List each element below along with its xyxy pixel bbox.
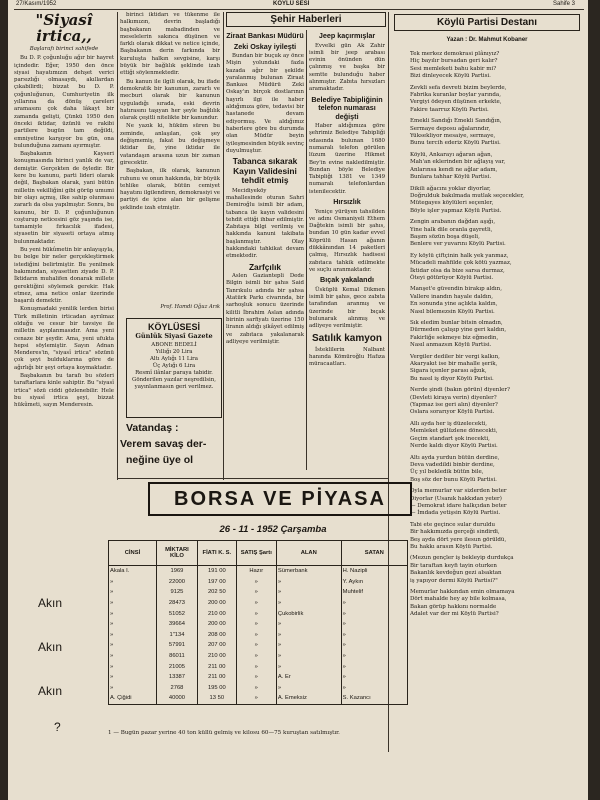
poem-line: Bir hakkımızda gerçeği sindirdi, xyxy=(410,529,500,536)
paragraph: birinci iktidarı ve tükenme ile halkımızın, devrin başladığı başbakanın mabadinden ve meselelerin sakınca düşünen ve farklı olarak dikkat ve netice içinde, Başbakanın derin farkında bir kuruluşta halkın sevgisine, karşı büyük bir bağlılık şeklinde izah ettiği söylenmektedir. xyxy=(120,12,220,77)
poem-line: Zengin arabanın dağdan aşığı, xyxy=(410,219,496,226)
table-cell: Muhtelif xyxy=(341,587,407,598)
poem-line: Bunu tercih ederiz Köylü Partisi. xyxy=(410,140,501,147)
table-cell: » xyxy=(341,683,407,694)
poem-line: Ey köylü çiftçinin halk yek yanmaz, xyxy=(410,252,509,259)
rate-line: Altı Aylığı 11 Lira xyxy=(150,356,198,362)
poem-line: Nasıl bilemezsin Köylü Partisi. xyxy=(410,308,495,315)
article-text: Yeniçe yürüyen tahsilden ve adını Osmaniyeli Ethem Dağtekin isimli bir şahıs, bundan 10 gün kadar evvel Köprülü Hasan ağanın dükkânından 14 paketleri çalmış, Hırsızlık hadisesi zabıtaca tahkik edilmekte ve suçlu aranmaktadır. xyxy=(309,208,385,273)
poem-line: Tabi ete geçince sular duruldu xyxy=(410,521,496,528)
table-cell: » xyxy=(341,608,407,619)
poem-line: Yine halk dile oranla gayretli, xyxy=(410,226,493,233)
table-cell: » xyxy=(236,672,276,683)
table-header-row xyxy=(109,541,408,566)
table-cell: 200 00 xyxy=(198,598,237,609)
table-cell: 1"134 xyxy=(156,630,197,641)
poem-stanza xyxy=(410,488,580,518)
table-cell: 202 50 xyxy=(198,587,237,598)
paragraph: Başbakanın bu tarafı bu sözleri taraftarlara kinle sahiptir. Bu "siyasî irtica" sözü ciddi gözlenebilir. Hele bu siyasî irtica şeyi, bizzat hükûmeti, sayın Menderesin. xyxy=(14,373,114,409)
article-text: Mecidiyeköy mahallesinde oturan Sahri Demiroğlu isimli bir adam, tabanca ile kayın validesini tehdit ettiği ihbar edilmiştir. Zabıtaya bilgi verilmiş ve hakkında kanuni takibata başlanmıştır. Olay hakkındaki tahkikat devam etmektedir. xyxy=(226,187,304,260)
poem-line: Mah'an eklerinden bir ağlayış var, xyxy=(410,159,506,166)
table-cell: Akala I. xyxy=(109,566,157,577)
poem-stanza xyxy=(410,522,580,552)
poem-stanza xyxy=(410,421,580,451)
signature: Prof. Hamdi Oğuz Arık xyxy=(160,304,220,310)
table-cell: » xyxy=(341,651,407,662)
poem-line: Başım sözün boşa düşeli, xyxy=(410,233,480,240)
poem-line: Memurlar hakkından emin olmamaya xyxy=(410,589,515,595)
poem-title: Köylü Partisi Destanı xyxy=(394,14,580,31)
poem-line: Sermaye deposu ağalarındır, xyxy=(410,125,491,132)
paragraph: Ne yazık ki, hüküm süren bu zeminde, anlaşılan, çok şey değişmemiş, fakat bu değişmeye iktidar ile, yine iktidar ile vatandaşın arasına uzun bir zaman girecektir. xyxy=(120,123,220,166)
poem-stanza xyxy=(410,253,580,283)
table-cell: 57991 xyxy=(156,640,197,651)
table-cell: » xyxy=(276,683,341,694)
table-cell: 210 00 xyxy=(198,608,237,619)
table-cell: » xyxy=(109,577,157,588)
table-row xyxy=(109,661,408,672)
table-row xyxy=(109,640,408,651)
rate-line: Üç Aylığı 6 Lira xyxy=(152,363,196,369)
table-cell: » xyxy=(276,577,341,588)
table-cell: Hazır xyxy=(236,566,276,577)
poem-stanza xyxy=(410,219,580,249)
table-cell: Y. Aykın xyxy=(341,577,407,588)
table-cell: » xyxy=(109,661,157,672)
poem-line: Bizi dinleyecek Köylü Partisi. xyxy=(410,73,491,80)
column-rule xyxy=(223,12,224,480)
table-cell: » xyxy=(341,619,407,630)
poem-line: Nerde şindi (bakın görün) diyenler? xyxy=(410,387,510,394)
poem-line: Dürmeden çalışıp yine geri kaldın, xyxy=(410,327,507,334)
akin-question: ? xyxy=(54,720,61,734)
table-cell: » xyxy=(236,608,276,619)
borsa-table xyxy=(108,540,408,705)
column-header: MİKTARI KİLO xyxy=(156,541,197,566)
table-cell: A. Er xyxy=(276,672,341,683)
table-cell: H. Nazipli xyxy=(341,566,407,577)
table-cell: » xyxy=(276,587,341,598)
section-title-sehir-haberleri: Şehir Haberleri xyxy=(226,12,386,27)
city-news-right xyxy=(309,30,385,470)
poem-stanza xyxy=(410,85,580,115)
table-row xyxy=(109,608,408,619)
poem-line: Mücadeli mahfilde çok kötü yazmaz, xyxy=(410,260,512,267)
akin-word: Akın xyxy=(38,640,63,654)
article-text: İsteklilerin Nalbant hanında Kömüroğlu Hafıza müracaatları. xyxy=(309,346,385,368)
poem-line: Emekli Sandığı Emekli Sandığın, xyxy=(410,118,502,125)
poem-line: (Mezun gençler iş bekleyip durdukça xyxy=(410,555,514,562)
poem-line: Oslara sorarıyor Köylü Partisi. xyxy=(410,409,495,416)
vatandas-line-2: Verem savaş der- xyxy=(120,438,207,450)
table-cell: » xyxy=(236,598,276,609)
poem-line: Dört mahalde hey ay bile kolmasa, xyxy=(410,596,507,603)
poem-line: İktidar olsa da bize sarsa durmaz, xyxy=(410,267,505,274)
table-cell: » xyxy=(236,619,276,630)
poem-stanza xyxy=(410,455,580,485)
table-cell: » xyxy=(276,661,341,672)
poem-line: Fabrika kuranlar boylar yarında, xyxy=(410,92,501,99)
poem-stanza xyxy=(410,320,580,350)
table-row xyxy=(109,630,408,641)
poem-line: Bakanlık kevdeğun gezi alsaktan xyxy=(410,570,502,577)
poem-author: Yazan : Dr. Mahmut Kobaner xyxy=(446,37,528,43)
poem-line: Sık eledim bunlar bitsin olmadın, xyxy=(410,320,503,326)
poem-column xyxy=(394,14,580,754)
poem-line: Yüksekliyor mesaiye, sermaye, xyxy=(410,133,496,140)
table-cell: A. Çiğidi xyxy=(109,693,157,704)
paragraph: Başbakan, ilk olarak, kanunun ruhunu ve onun hakkında, bir büyük tehlike olarak, bütün cemiyet hayatını ilgilendiren, demokrasiyi ve partiyi de içine alan bir gelişme şeklinde izah etmiştir. xyxy=(120,168,220,211)
table-cell: 200 00 xyxy=(198,619,237,630)
table-row xyxy=(109,577,408,588)
table-row xyxy=(109,566,408,577)
table-cell: » xyxy=(109,630,157,641)
article-text: Evvelki gün Ak Zahir isimli bir jeep arabası evinin önünden dün çalınmış ve başka bir semtte bulunduğu haber alınmıştır. Zabıta hırsızları aramaktadır. xyxy=(309,42,385,93)
issue-date: 27/Kasım/1952 xyxy=(16,1,57,7)
poem-line: Deva vadedildi binbir derdine, xyxy=(410,461,495,468)
poem-line: Benlere ver yuvarını Köylü Partisi. xyxy=(410,241,506,248)
table-cell: » xyxy=(276,630,341,641)
table-cell: S. Kazancı xyxy=(341,693,407,704)
borsa-table-body xyxy=(109,566,408,705)
table-cell: » xyxy=(341,598,407,609)
poem-line: Fakire taarruz Köylü Partisi. xyxy=(410,106,489,113)
paper-name: KÖYLÜ SESİ xyxy=(273,1,310,7)
poem-line: En sonunda yine açlıkta kaldın, xyxy=(410,301,498,308)
column-header: CİNSİ xyxy=(109,541,157,566)
akin-word: Akın xyxy=(38,596,63,610)
table-cell: » xyxy=(236,630,276,641)
table-row xyxy=(109,587,408,598)
article-title: Tabanca sıkarak Kayın Validesini tehdit etmiş xyxy=(232,156,298,186)
poem-line: Mütegayes köylüleri seçenler, xyxy=(410,200,494,207)
rate-line: Gönderilen yazılar neşredilsin, yayınlanmasın geri verilmez. xyxy=(132,377,216,390)
table-cell: 211 00 xyxy=(198,672,237,683)
article-title: Hırsızlık xyxy=(333,197,361,207)
table-cell: 22000 xyxy=(156,577,197,588)
poem-line: Dikili ağacını yoklar diyorlar, xyxy=(410,185,491,192)
table-cell: Sümerbank xyxy=(276,566,341,577)
vatandas-line-1: Vatandaş : xyxy=(126,422,179,434)
table-cell: » xyxy=(109,587,157,598)
poem-line: Vergiler dediler bir vergi kalkın, xyxy=(410,353,500,360)
poem-stanza xyxy=(410,589,580,619)
poem-line: (Devleti kiraya verin) diyenler? xyxy=(410,394,497,401)
table-cell: 86011 xyxy=(156,651,197,662)
table-cell: » xyxy=(236,661,276,672)
table-cell: 210 00 xyxy=(198,651,237,662)
borsa-date: 26 - 11 - 1952 Çarşamba xyxy=(219,524,327,535)
table-cell: 51052 xyxy=(156,608,197,619)
column-rule xyxy=(306,30,307,470)
article-text: Üsküplü Kemal Dikmen isimli bir şahıs, gece zabıta tarafından aranmış ve üzerinde bir bıçak bulunarak alınmış ve adliyeye verilmiştir. xyxy=(309,286,385,330)
poem-line: — İmdada yetişsin Köylü Partisi. xyxy=(410,510,501,517)
table-cell: » xyxy=(109,640,157,651)
column-header: SATAN xyxy=(341,541,407,566)
table-cell: 191 00 xyxy=(198,566,237,577)
column-continued xyxy=(120,12,220,312)
table-cell: » xyxy=(109,651,157,662)
poem-line: Vallere inandın hayale daldın, xyxy=(410,293,493,300)
article-title: Satılık kamyon xyxy=(311,332,383,344)
poem-line: Bu hakkı arasın Köylü Partisi. xyxy=(410,543,493,550)
header-rule xyxy=(14,9,584,10)
poem-line: Bu nasıl iş diyor Köylü Partisi. xyxy=(410,375,494,382)
table-cell: » xyxy=(276,598,341,609)
subscription-rate-title: ABONE BEDELİ xyxy=(151,342,197,348)
poem-line: — Demokrat idare halkçıdan beter xyxy=(410,502,507,509)
poem-line: Memleket gülüzlene dönecekti, xyxy=(410,428,498,435)
poem-line: Beş ayda dört yere ilesun görüldü, xyxy=(410,536,507,543)
table-row xyxy=(109,598,408,609)
subscription-title: KÖYLÜSESİ xyxy=(147,322,200,332)
article-title: Belediye Tabipliğinin telefon numarası değişti xyxy=(311,94,383,121)
table-row xyxy=(109,651,408,662)
table-cell: 197 00 xyxy=(198,577,237,588)
article-text: Aslen Gaziantepli Dede Bilgin isimli bir şahıs Said Tanrıkulu adında bir şahsa Atatürk Parkı civarında, bir sarhoşluk sonucu üzerinde kilitli İbrahim Aslan adında birinin sarfiyatı üzerine 150 liranın aldığı şikâyet edilmiş ve zabıtaca yakalanarak adliyeye verilmiştir. xyxy=(226,273,304,345)
table-cell: » xyxy=(341,672,407,683)
poem-line: Hiç bayılır bursadan geri kalır? xyxy=(410,58,498,65)
table-cell: 2768 xyxy=(156,683,197,694)
poem-line: Üç yıl bekledik bütün bile, xyxy=(410,469,484,476)
article-title: Zeki Oskay iyileşti xyxy=(233,41,297,51)
vatandas-line-3: neğine üye ol xyxy=(126,454,194,466)
table-cell: 13 50 xyxy=(198,693,237,704)
poem-line: Bunlara tahhar Köylü Partisi. xyxy=(410,174,492,181)
column-header: ALAN xyxy=(276,541,341,566)
table-cell: » xyxy=(236,587,276,598)
table-cell: 211 00 xyxy=(198,661,237,672)
poem-line: Zevkli sefa devreti bizim beylerde, xyxy=(410,84,507,91)
column-header: FİATI K. S. xyxy=(198,541,237,566)
city-news-left xyxy=(226,30,304,470)
akin-word: Akın xyxy=(38,684,63,698)
page-label: Sahife 3 xyxy=(553,1,576,7)
poem-stanza xyxy=(410,387,580,417)
article-title: Ziraat Bankası Müdürü xyxy=(226,31,304,40)
column-rule xyxy=(117,12,118,480)
poem-line: Doğrulduk bakılmada mutlak seçecekler, xyxy=(410,192,524,199)
poem-line: Oyla memurlar var sizlerden beter xyxy=(410,488,507,495)
table-cell: 40000 xyxy=(156,693,197,704)
table-cell: » xyxy=(341,630,407,641)
poem-stanza xyxy=(410,186,580,216)
poem-line: Boş söz der bunu Köylü Partisi. xyxy=(410,476,497,483)
table-cell: » xyxy=(276,651,341,662)
poem-stanza xyxy=(410,286,580,316)
table-cell: » xyxy=(236,693,276,704)
table-cell: 28473 xyxy=(156,598,197,609)
paragraph: Konuşmadaki yenilik lerden birisi Türk milletinin irticadan ayrılmaz olduğu ve cesur bir tavsiye ile milletin ayıplanmasıdır. Ama yeni cenaze bir şeydir. Ama, yeni ufukta hepsi söylemiştir. Sayın Adnan Menderes'in, "siyasî irtica" sözünü çok şeyi bulduklarına göre de ağırlığı bir şeyi ortaya koymaktadır. xyxy=(14,306,114,371)
paragraph: Bu D. P. çoğunluğu ağır bir hayret içindedir. Eğer, 1950 den önce siyasi hayatımızın dehşet verici parsızlığı olmasaydı, akıllardan çıkabilirdi; bizzat bu D. P. çoğunluğunun, Cumhuriyetin ilk yıllarına da dönüş çareleri aramasını çok daha lâkayt bir zamanda gelişti, Çünkü 1950 den önceki iktidar, üzünlü ve rakibi partilere bugün tam değildi, emniyetine karşıyor bu gün, ona bulunduğuna zamanı ayırmıştır. xyxy=(14,55,114,149)
poem-line: Fakirliğe sekmeye biz eğmedin, xyxy=(410,334,499,341)
column-siyasi-irtica xyxy=(14,12,114,480)
poem-stanza xyxy=(410,555,580,585)
table-cell: 1969 xyxy=(156,566,197,577)
poem-line: Adalet var der mi Köylü Partisi? xyxy=(410,611,499,618)
poem-line: Geçim standart şok inecekti, xyxy=(410,435,490,442)
poem-stanza xyxy=(410,118,580,148)
borsa-title: BORSA VE PİYASA xyxy=(148,482,412,516)
table-cell: » xyxy=(341,640,407,651)
paragraph: Bu yeni hükûmetin bir anlayışıyla, bu belge bir neler gerçekleştirmek istediğini belirtmiştir. Bu yenilmek bakımından, siyasetten ziyade D. P. İktidarın muhalifen donarak millete gerektiğini söylemek gerekir. Hak etmez, ama netice onlar üzerinde başarılı demektir. xyxy=(14,247,114,305)
poem-line: Nerde kaldı diyor Köylü Partisi. xyxy=(410,443,498,450)
newspaper-page xyxy=(8,0,588,800)
table-cell: A. Emeksiz xyxy=(276,693,341,704)
article-text: Bundan bir buçuk ay önce Mişin yolundaki fazla kazada ağır bir şekilde yaralanmış bulunan Ziraat Bankası Müdürü Zeki Oskay'ın birçok dostlarının hayırlı ilgi ile haber aldığımıza göre, tedavisi bir hastanede devam ediyormuş. Ve aldığımız haberlere göre bu durumda olan Müdür beyin iyileşmesinden büyük sevinç duyulmuştur. xyxy=(226,53,304,154)
article-title: Bıçak yakalandı xyxy=(320,275,374,285)
poem-line: Diyorlar (Usanık hakkıdan yeter) xyxy=(410,495,502,502)
poem-stanza xyxy=(410,354,580,384)
table-cell: » xyxy=(236,640,276,651)
headline-siyasi-irtica: "Siyasî irtica,, xyxy=(35,12,93,45)
table-cell: » xyxy=(276,640,341,651)
poem-line: Bakan görüp hakkını normalde xyxy=(410,603,497,610)
rate-line: Yıllığı 20 Lira xyxy=(155,349,193,355)
rate-line: Resmî ilânlar paraya tabidir. xyxy=(135,370,213,376)
borsa-footnote: 1 — Bugün pazar yerine 40 ton küllü gelmiş ve kilosu 60—75 kuruştan satılmıştır. xyxy=(108,730,340,736)
poem-line: Altı ayda yurdun bütün derdine, xyxy=(410,454,500,461)
poem-line: Tek merkez demokrasi plânıyız? xyxy=(410,51,500,57)
table-cell: » xyxy=(236,577,276,588)
table-cell: » xyxy=(109,598,157,609)
section-rule xyxy=(118,478,388,479)
poem-line: Öteyi götürüyor Köylü Partisi. xyxy=(410,274,494,281)
poem-line: iş yapıyor dermi Köylü Partisi?" xyxy=(410,577,498,584)
table-cell: » xyxy=(109,619,157,630)
poem-stanza xyxy=(410,51,580,81)
poem-line: Bir taraftan keyfi tayin oturken xyxy=(410,562,497,569)
table-cell: Çukobirlik xyxy=(276,608,341,619)
subscription-subtitle: Günlük Siyasî Gazete xyxy=(135,332,213,340)
paragraph: Başbakanın Kayseri konuşmasında birinci yanlık de var, demiştir. Gerçekten de öyledir. Bir kere bu kanunu, parti lideri olarak değil, Başbakan olarak, yani bütün milletin vekilliğini gibi görüp umumi bir olayı açmış, ilke sahip olunması zararlı da olsa yapılmıştır. Sonra, bu kanunu, bir D. P. çoğunluğunun coşturup neticesini göz yaşında ise, tamamiyle fırkacılık ifadesi, siyasetin bir siyaseti ortaya atmış bulunmaktadır. xyxy=(14,151,114,245)
table-cell: » xyxy=(236,651,276,662)
table-cell: » xyxy=(236,683,276,694)
paragraph: Bu kanun ile ilgili olarak, bu ifade demokratik bir kanunun, zararlı ve mecburi olarak bir kanunun uyguladığı sırada, eski devrin hatırasını taşıyan her şeyle bağlılık olarak çeşitli nitelikte bir kanundur. xyxy=(120,78,220,122)
poem-line: Akaryakıt ise bir mahalle şerik, xyxy=(410,361,498,368)
poem-line: Vergiyi ödeyen düşünen erkekte, xyxy=(410,99,502,106)
table-cell: 208 00 xyxy=(198,630,237,641)
article-title: Zarfçılık xyxy=(248,261,282,272)
poem-line: Nasıl anmazsın Köylü Partisi. xyxy=(410,342,492,349)
table-row xyxy=(109,672,408,683)
poem-line: Sesi memleketi bahu kabir mi? xyxy=(410,65,497,72)
poem-line: Köylü, Ankarayı ağaran ağan, xyxy=(410,151,493,158)
table-cell: 39664 xyxy=(156,619,197,630)
table-cell: 13387 xyxy=(156,672,197,683)
poem-line: Anlarınsa kendi ne ağlar adam, xyxy=(410,166,498,173)
poem-line: (Yapmaz ise geri alın) diyenler? xyxy=(410,402,498,409)
poem-stanzas xyxy=(394,51,580,619)
table-cell: 9125 xyxy=(156,587,197,598)
table-cell: » xyxy=(109,672,157,683)
table-cell: 207 00 xyxy=(198,640,237,651)
poem-line: Sigara içenler parası ağzık, xyxy=(410,368,487,375)
table-row xyxy=(109,683,408,694)
table-row xyxy=(109,693,408,704)
article-text: Haber aldığımıza göre şehrimiz Belediye Tabipliği odasında bulunan 1680 numaralı telefon görülen lüzum üzerine Hikmet Bey'in evine nakledilmiştir. Bundan böyle Belediye Tabipliği 1381 ve 1349 numaralı telefonlardan istenilecektir. xyxy=(309,123,385,195)
table-cell: 21005 xyxy=(156,661,197,672)
poem-stanza xyxy=(410,152,580,182)
table-row xyxy=(109,619,408,630)
article-title: Jeep kaçırmışlar xyxy=(318,31,376,40)
poem-line: Böyle işler yapmaz Köylü Partisi. xyxy=(410,207,502,214)
poem-line: Manşet'e güvendin birakıp aldın, xyxy=(410,286,502,293)
table-cell: » xyxy=(341,661,407,672)
column-header: SATIŞ Şartı xyxy=(236,541,276,566)
byline: Başlarafı birinci sahifede xyxy=(29,46,99,52)
poem-line: Allı ayda her iş düzelecekti, xyxy=(410,420,488,427)
table-cell: 195 00 xyxy=(198,683,237,694)
subscription-box xyxy=(126,318,222,418)
table-cell: » xyxy=(276,619,341,630)
table-cell: » xyxy=(109,683,157,694)
table-cell: » xyxy=(109,608,157,619)
